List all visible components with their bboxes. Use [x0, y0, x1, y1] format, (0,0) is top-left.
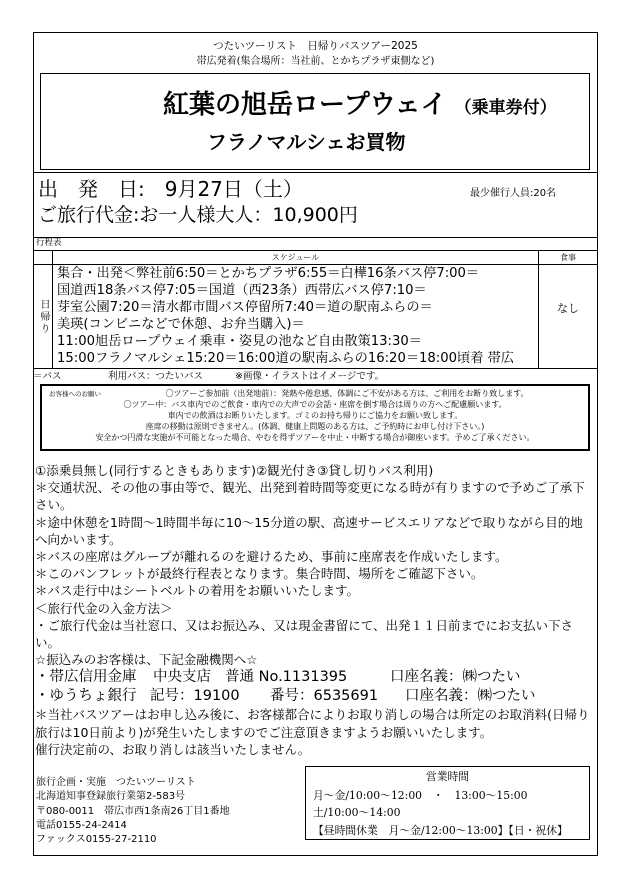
organizer: 旅行企画・実施 つたいツーリスト — [36, 777, 196, 788]
saturday-hours: 土/10:00～14:00 — [313, 806, 401, 819]
closed-hours: 【昼時間休業 月～金/12:00～13:00】【日・祝休】 — [313, 824, 568, 837]
request-line: 車内での飲酒はお断りいたします。ゴミのお持ち帰りにご協力をお願い致します。 — [167, 410, 463, 420]
tour-info-box — [33, 172, 598, 238]
tour-brand-line: つたいツーリスト 日帰りバスツアー2025 — [213, 40, 418, 52]
bus-company: 利用バス：つたいバス — [108, 371, 204, 382]
trip-type-cell — [34, 265, 53, 368]
requests-heading: お客様へのお願い — [49, 390, 101, 398]
schedule-line: 国道西18条バス停7:05＝国道（西23条）西帯広バス停7:10＝ — [57, 282, 427, 298]
request-line: 安全かつ円滑な実施が不可能となった場合、やむを得ずツアーを中止・中断する場合が御座います。予めご了承ください。 — [95, 432, 535, 442]
schedule-line: 15:00フラノマルシェ15:20＝16:00道の駅南ふらの16:20＝18:00頃着 帯広 — [57, 350, 514, 366]
tour-features: ①添乗員無し(同行するときもあります)②観光付き③貸し切りバス利用) — [35, 463, 434, 478]
image-disclaimer: ※画像・イラストはイメージです。 — [235, 371, 385, 382]
schedule-line: 芽室公園7:20＝清水都市間バス停留所7:40＝道の駅南ふらの＝ — [57, 299, 433, 315]
notice-item: ＊途中休憩を1時間～1時間半毎に10～15分道の駅、高速サービスエリアなどで取りながら目的地へ向かいます。 — [35, 514, 583, 547]
cancellation-note: 催行決定前の、お取り消しは該当いたしません。 — [35, 741, 311, 757]
account-holder: 口座名義：㈱つたい — [390, 669, 521, 686]
transfer-heading: ☆振込みのお客様は、下記金融機関へ☆ — [35, 652, 258, 668]
bank-account-row — [35, 687, 595, 706]
trip-type-label: 日帰り — [38, 298, 49, 335]
tour-details — [35, 462, 595, 758]
business-hours-title: 営業時間 — [425, 770, 470, 783]
bank-name: ・ゆうちょ銀行 — [35, 688, 137, 705]
tour-title: 紅葉の旭岳ロープウェイ — [163, 90, 447, 120]
notice-item: ＊バスの座席はグループが離れるのを避けるため、事前に座席表を作成いたします。 — [35, 549, 508, 565]
schedule-cell — [53, 265, 539, 368]
itinerary-label: 行程表 — [36, 238, 62, 248]
bank-name: ・帯広信用金庫 — [35, 669, 137, 686]
schedule-line: 集合・出発＜弊社前6:50＝とかちプラザ6:55＝白樺16条バス停7:00＝ — [57, 266, 480, 281]
minimum-participants: 最少催行人員:20名 — [470, 188, 557, 199]
request-line: 〇ツアー中：バス車内でのご飲食・車内での大声での会話・座席を倒す場合は周りの方へご配慮願います。 — [123, 399, 507, 409]
account-number: 番号：6535691 — [270, 688, 379, 705]
weekday-hours: 月～金/10:00～12:00 ・ 13:00～15:00 — [313, 789, 528, 802]
notice-item: ＊このパンフレットが最終行程表となります。集合時間、場所をご確認下さい。 — [35, 566, 484, 582]
meal-cell: なし — [557, 302, 579, 315]
tour-subtitle: フラノマルシェお買物 — [207, 130, 406, 154]
registration-number: 北海道知事登録旅行業第2-583号 — [36, 791, 186, 803]
title-box — [40, 73, 590, 170]
tour-price: ご旅行代金:お一人様大人：10,900円 — [38, 204, 358, 226]
title-line — [163, 89, 557, 124]
cancellation-policy: ＊当社バスツアーはお申し込み後に、お客様都合によりお取り消しの場合は所定のお取消料(日帰り旅行は10日前より)が発生いたしますのでご注意頂きますようお願いいたします。 — [35, 707, 590, 740]
notice-item: ＊バス走行中はシートベルトの着用をお願いいたします。 — [35, 583, 360, 599]
request-line: 座席の移動は原則できません。(体調、健康上問題のある方は、ご予約時にお申し付け下さい。) — [145, 421, 485, 431]
meal-header: 食事 — [539, 251, 597, 265]
payment-heading: ＜旅行代金の入金方法＞ — [35, 600, 173, 616]
company-info — [36, 776, 230, 847]
business-hours-box — [305, 766, 590, 840]
request-text: 〇ツアーご参加前（出発地前）：発熱や倦怠感、体調にご不安がある方は、ご利用をお断り致します。 — [165, 389, 529, 398]
account-number: 普通 No.1131395 — [225, 669, 348, 686]
schedule-line: 11:00旭岳ロープウェイ乗車・姿見の池など自由散策13:30＝ — [57, 333, 422, 349]
bank-branch: 中央支店 — [153, 669, 211, 686]
schedule-line: 美瑛(コンビニなどで休憩、お弁当購入)＝ — [57, 316, 305, 332]
ticket-included-note: （乗車券付） — [454, 98, 557, 118]
bus-symbol-legend: ＝バス — [33, 371, 62, 382]
bank-account-row — [35, 668, 595, 687]
schedule-header: スケジュール — [53, 251, 539, 265]
payment-text: ・ご旅行代金は当社窓口、又はお振込み、又は現金書留にて、出発１１日前までにお支払い下さい。 — [35, 617, 574, 651]
itinerary-table — [33, 250, 598, 369]
departure-date: 出 発 日: 9月27日（土） — [38, 177, 303, 201]
bank-branch: 記号：19100 — [150, 688, 240, 705]
company-address: 〒080-0011 帯広市西1条南26丁目1番地 — [36, 805, 230, 817]
header-corner-cell — [34, 251, 53, 265]
meeting-place-line: 帯広発着(集合場所：当社前、とかちプラザ東側など) — [196, 56, 435, 67]
customer-requests-box — [40, 384, 590, 451]
fax-number: ファックス0155-27-2110 — [36, 834, 157, 846]
notice-item: ＊交通状況、その他の事由等で、観光、出発到着時間等変更になる時が有りますので予めご了承下さい。 — [35, 480, 585, 513]
request-line-first — [42, 389, 588, 400]
phone-number: 電話0155-24-2414 — [36, 819, 127, 831]
account-holder: 口座名義：㈱つたい — [405, 688, 536, 705]
